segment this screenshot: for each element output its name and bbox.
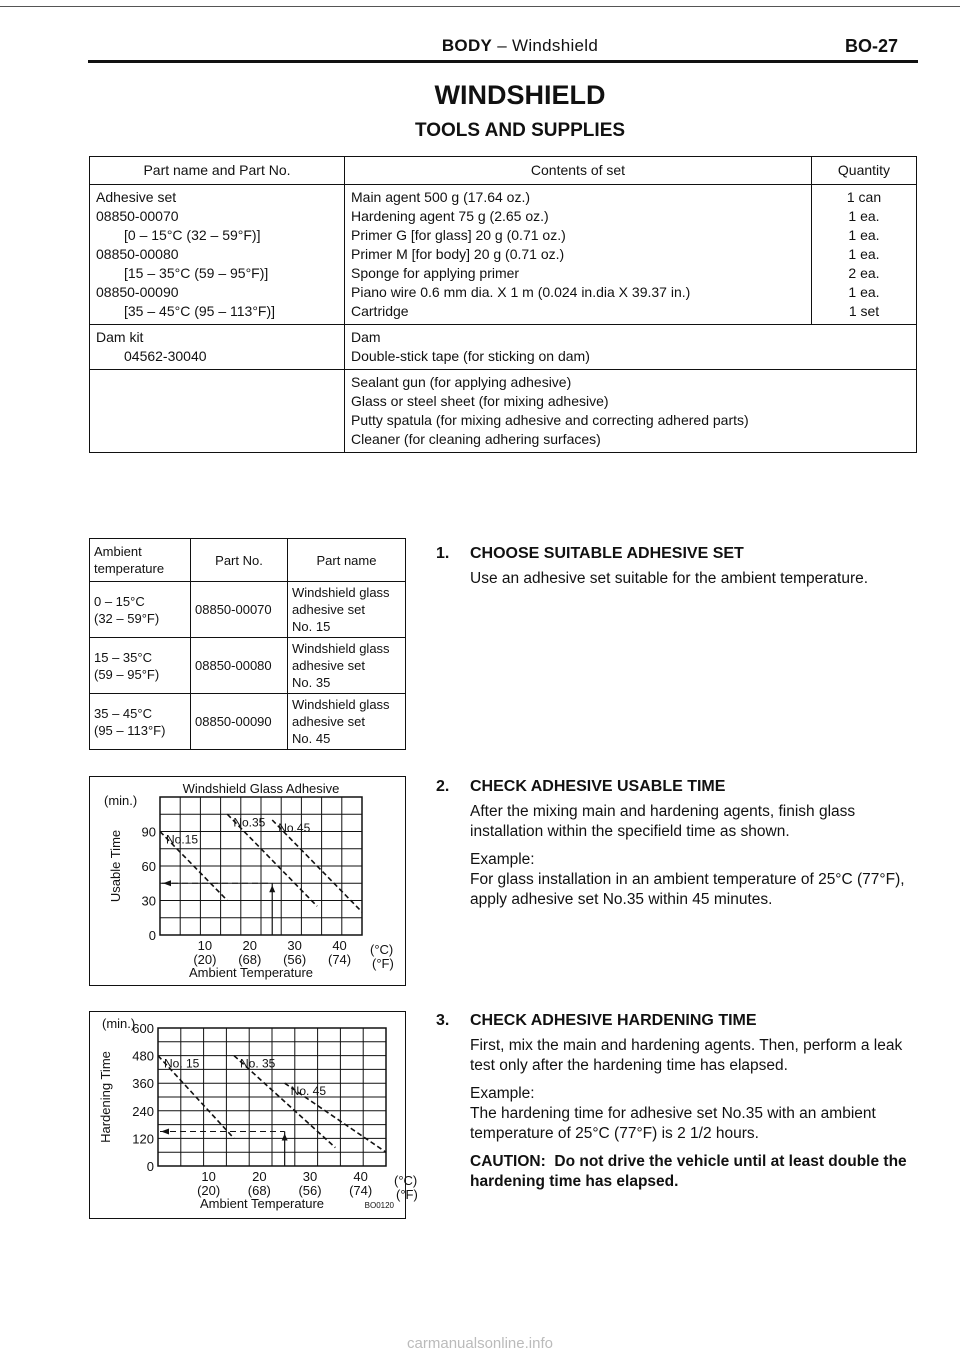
- x-tick-label: 20: [242, 938, 258, 953]
- header-quantity: Quantity: [812, 157, 917, 185]
- example-text: For glass installation in an ambient temperature of 25°C (77°F), apply adhesive set No.35 within 45 minutes.: [470, 871, 905, 908]
- part-no-cell: 08850-00090: [191, 694, 288, 750]
- misc-contents: Sealant gun (for applying adhesive) Glass or steel sheet (for mixing adhesive) Putty spatula (for mixing adhesive and correcting adhered parts) Cleaner (for cleaning adhering surfaces): [345, 370, 917, 453]
- x-unit-c: (°C): [370, 942, 394, 957]
- figure-code: BO0120: [364, 1201, 394, 1210]
- table-row: [90, 694, 406, 750]
- header-ambient-temp: Ambient temperature: [90, 539, 191, 582]
- series-label: No.45: [278, 821, 311, 835]
- y-axis-label: Hardening Time: [98, 1051, 113, 1143]
- x-tick-label: 40: [332, 938, 347, 953]
- x-tick-label-f: (20): [193, 952, 217, 967]
- step-number: 1.: [436, 545, 450, 562]
- y-axis-label: Usable Time: [108, 829, 123, 903]
- misc-parts: [90, 370, 345, 453]
- step-1: [436, 545, 926, 589]
- temp-cell: 15 – 35°C (59 – 95°F): [90, 638, 191, 694]
- example-text: The hardening time for adhesive set No.35 with an ambient temperature of 25°C (77°F) is 2 1/2 hours.: [470, 1105, 876, 1142]
- x-tick-label-f: (56): [298, 1183, 322, 1198]
- step-number: 2.: [436, 778, 450, 795]
- step-title: CHOOSE SUITABLE ADHESIVE SET: [470, 545, 744, 562]
- step-title: CHECK ADHESIVE HARDENING TIME: [470, 1012, 757, 1029]
- table-row: [90, 582, 406, 638]
- running-header: BODY – Windshield: [441, 36, 599, 55]
- watermark: carmanualsonline.info: [407, 1335, 553, 1352]
- x-tick-label-f: (68): [247, 1183, 271, 1198]
- part-name-cell: Windshield glass adhesive set No. 15: [288, 582, 406, 638]
- x-tick-label: 10: [197, 938, 213, 953]
- tools-supplies-table: [89, 156, 917, 453]
- series-label: No. 35: [240, 1056, 276, 1071]
- x-axis-label: Ambient Temperature: [188, 965, 314, 980]
- hardening-time-chart: [89, 1011, 418, 1219]
- hardening-time-chart-svg: [90, 1012, 418, 1218]
- x-tick-label-f: (74): [327, 952, 352, 967]
- y-tick-label: 240: [132, 1103, 154, 1119]
- annotation-arrow: [282, 1134, 288, 1141]
- x-tick-label-f: (68): [238, 952, 262, 967]
- y-tick-label: 600: [132, 1021, 154, 1036]
- adhesive-set-quantities: 1 can 1 ea. 1 ea. 1 ea. 2 ea. 1 ea. 1 set: [812, 185, 917, 325]
- part-no-cell: 08850-00070: [191, 582, 288, 638]
- step-body: Use an adhesive set suitable for the ambient temperature.: [470, 570, 869, 587]
- part-no-cell: 08850-00080: [191, 638, 288, 694]
- x-unit-f: (°F): [396, 1187, 418, 1202]
- step-body: After the mixing main and hardening agents, finish glass installation within the specifield time as shown.: [470, 803, 856, 840]
- y-tick-label: 90: [141, 824, 156, 840]
- x-tick-label-f: (20): [197, 1183, 221, 1198]
- top-rule: [0, 6, 960, 7]
- table-row-misc: [90, 370, 917, 453]
- temp-cell: 0 – 15°C (32 – 59°F): [90, 582, 191, 638]
- y-tick-label: 60: [141, 859, 156, 874]
- header-contents: Contents of set: [345, 157, 812, 185]
- page-title: WINDSHIELD: [434, 80, 606, 110]
- chart-title: Windshield Glass Adhesive: [182, 781, 340, 796]
- example-label: Example:: [470, 1085, 535, 1102]
- series-label: No.15: [166, 832, 199, 847]
- step-number: 3.: [436, 1012, 450, 1029]
- dam-kit-parts: Dam kit 04562-30040: [90, 325, 345, 370]
- y-tick-label: 120: [132, 1131, 154, 1147]
- header-part-name: Part name and Part No.: [90, 157, 345, 185]
- x-axis-label: Ambient Temperature: [199, 1196, 325, 1211]
- table-row-dam-kit: [90, 325, 917, 370]
- y-tick-label: 0: [146, 1159, 154, 1174]
- series-label: No. 45: [290, 1084, 327, 1099]
- header-rule: [88, 60, 918, 63]
- x-unit-c: (°C): [394, 1173, 418, 1188]
- x-tick-label-f: (74): [349, 1183, 373, 1198]
- step-2: [436, 778, 926, 910]
- usable-time-chart-svg: [90, 777, 405, 985]
- series-label: No.35: [233, 815, 266, 830]
- adhesive-set-parts: Adhesive set 08850-00070 [0 – 15°C (32 – 59°F)] 08850-00080 [15 – 35°C (59 – 95°F)] 08850-00090 [35 – 45°C (95 – 113°F)]: [90, 185, 345, 325]
- usable-time-chart: [89, 776, 406, 986]
- x-tick-label: 40: [353, 1169, 368, 1184]
- page-number: BO-27: [845, 36, 899, 56]
- adhesive-selection-table: [89, 538, 406, 750]
- y-tick-label: 0: [148, 928, 156, 943]
- x-tick-label: 10: [201, 1169, 216, 1184]
- x-tick-label-f: (56): [283, 952, 307, 967]
- table-row: [90, 638, 406, 694]
- header-part-no: Part No.: [191, 539, 288, 582]
- x-unit-f: (°F): [372, 956, 394, 971]
- part-name-cell: Windshield glass adhesive set No. 35: [288, 638, 406, 694]
- part-name-cell: Windshield glass adhesive set No. 45: [288, 694, 406, 750]
- annotation-arrow: [161, 1129, 169, 1135]
- example-label: Example:: [470, 851, 535, 868]
- step-title: CHECK ADHESIVE USABLE TIME: [470, 778, 726, 795]
- table-row-adhesive-set: [90, 185, 917, 325]
- y-tick-label: 480: [132, 1048, 154, 1064]
- x-tick-label: 30: [302, 1169, 318, 1184]
- series-label: No. 15: [164, 1056, 200, 1071]
- temp-cell: 35 – 45°C (95 – 113°F): [90, 694, 191, 750]
- x-tick-label: 30: [287, 938, 302, 953]
- y-tick-label: 30: [141, 893, 156, 909]
- y-tick-label: 360: [132, 1076, 154, 1092]
- table-header-row: [90, 157, 917, 185]
- x-tick-label: 20: [252, 1169, 267, 1184]
- annotation-arrow: [163, 880, 171, 886]
- dam-kit-contents: Dam Double-stick tape (for sticking on dam): [345, 325, 917, 370]
- annotation-arrow: [269, 885, 275, 892]
- adhesive-set-contents: Main agent 500 g (17.64 oz.) Hardening agent 75 g (2.65 oz.) Primer G [for glass] 20 g (0.71 oz.) Primer M [for body] 20 g (0.71 oz.) Sponge for applying primer Piano wire 0.6 mm dia. X 1 m (0.024 in.dia X 39.37 in.) Cartridge: [345, 185, 812, 325]
- step-3: [436, 1012, 926, 1192]
- temp-table-header: [90, 539, 406, 582]
- step-body: First, mix the main and hardening agents. Then, perform a leak test only after the hardening time has elapsed.: [470, 1037, 903, 1074]
- y-unit-label: (min.): [104, 793, 138, 808]
- section-title: TOOLS AND SUPPLIES: [414, 120, 626, 141]
- caution-note: CAUTION: Do not drive the vehicle until at least double the hardening time has elapsed.: [470, 1153, 907, 1190]
- y-unit-label: (min.): [102, 1016, 136, 1031]
- header-part-name: Part name: [288, 539, 406, 582]
